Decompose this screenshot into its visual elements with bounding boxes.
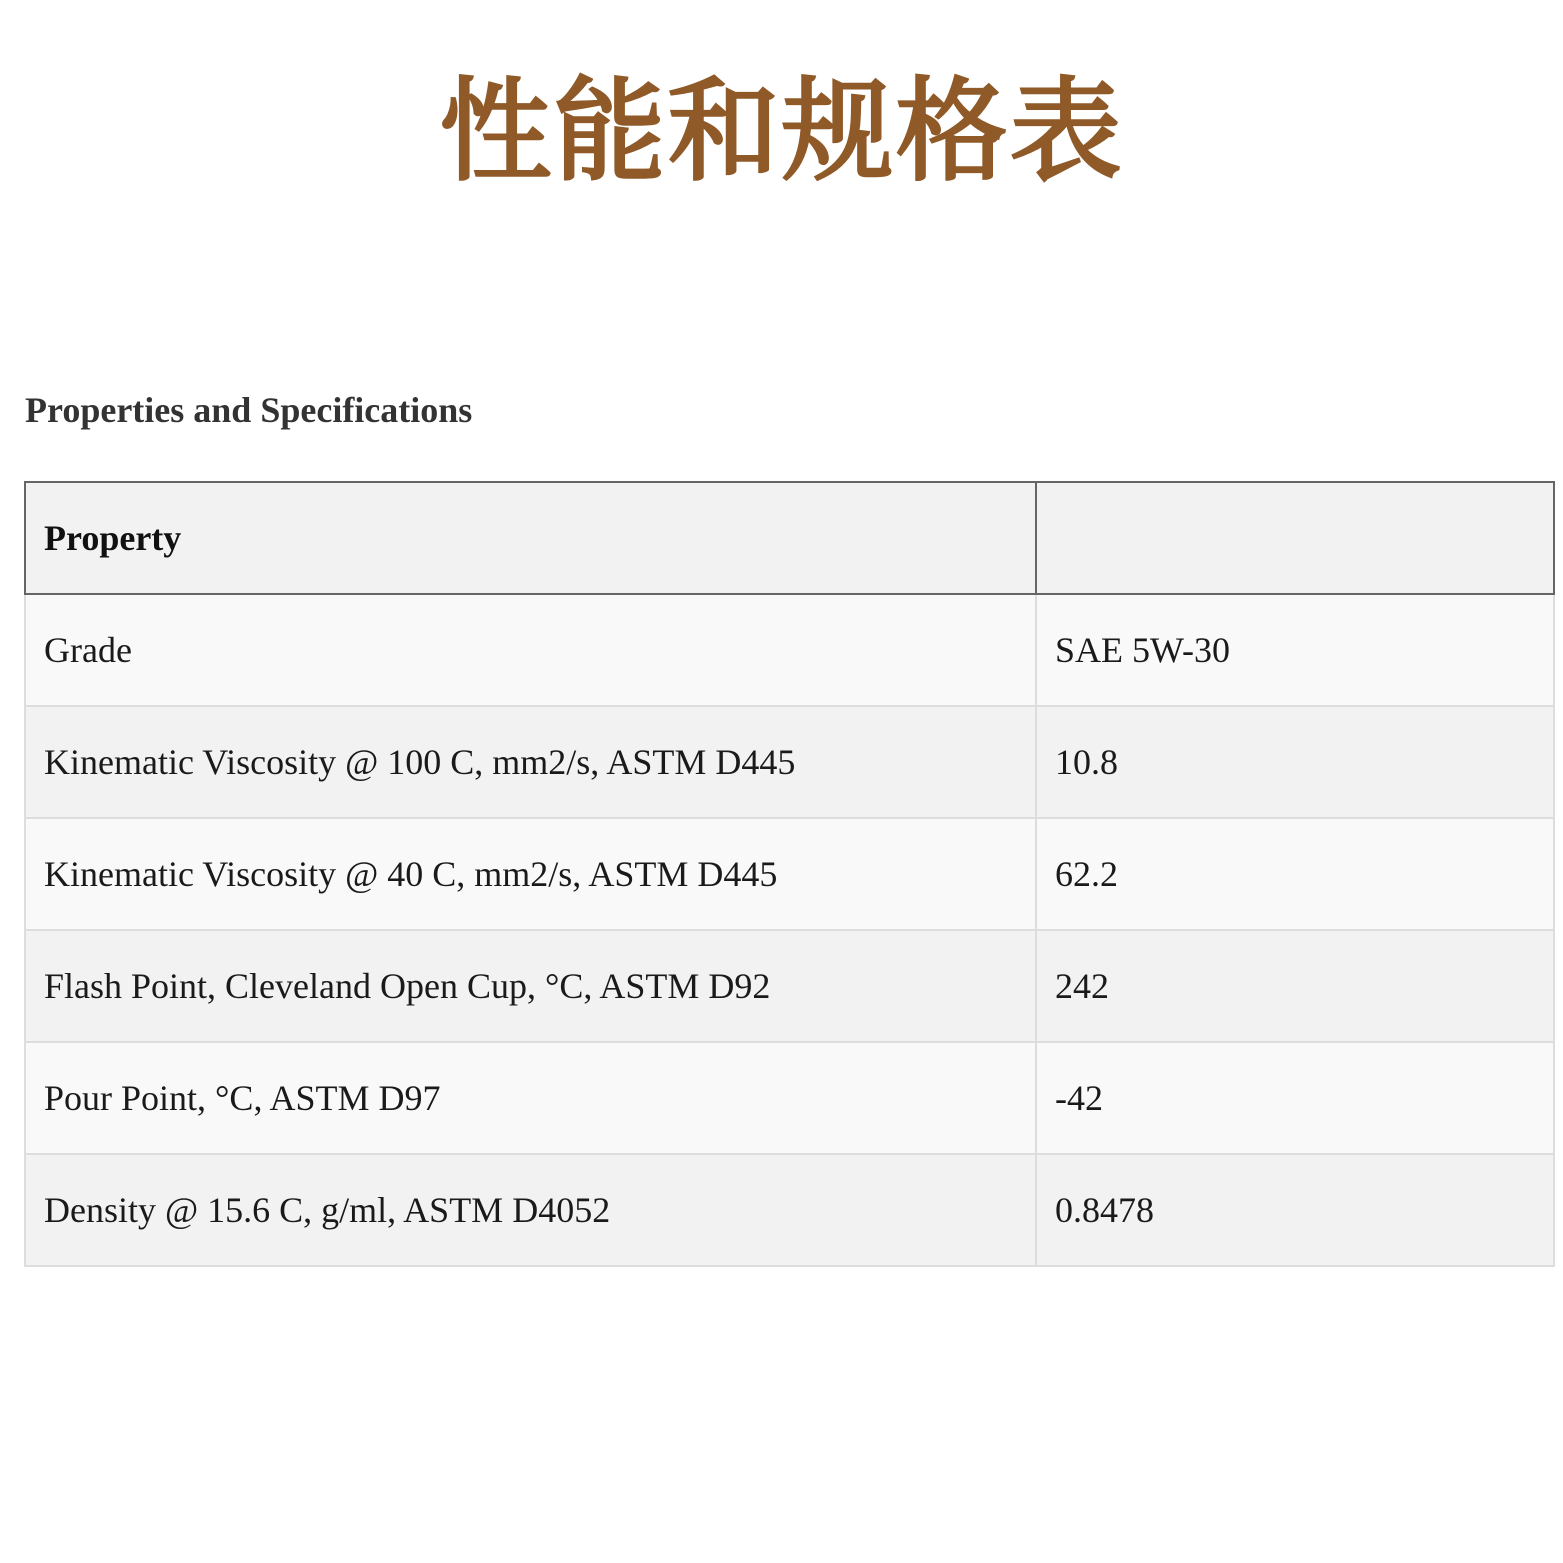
value-cell: 10.8 [1036, 706, 1554, 818]
property-cell: Kinematic Viscosity @ 100 C, mm2/s, ASTM D445 [25, 706, 1036, 818]
table-row [25, 1154, 1554, 1266]
table-row [25, 1042, 1554, 1154]
property-cell: Flash Point, Cleveland Open Cup, °C, ASTM D92 [25, 930, 1036, 1042]
page-title: 性能和规格表 [439, 67, 1124, 197]
property-cell: Pour Point, °C, ASTM D97 [25, 1042, 1036, 1154]
header-cell-property: Property [25, 482, 1036, 594]
header-row [25, 482, 1554, 594]
property-cell: Density @ 15.6 C, g/ml, ASTM D4052 [25, 1154, 1036, 1266]
value-cell: -42 [1036, 1042, 1554, 1154]
table-row [25, 930, 1554, 1042]
header-cell-value [1036, 482, 1554, 594]
value-cell: SAE 5W-30 [1036, 594, 1554, 706]
spec-table [24, 481, 1555, 1267]
value-cell: 62.2 [1036, 818, 1554, 930]
table-row [25, 818, 1554, 930]
value-cell: 0.8478 [1036, 1154, 1554, 1266]
table-row [25, 706, 1554, 818]
section-heading: Properties and Specifications [25, 390, 473, 430]
property-cell: Grade [25, 594, 1036, 706]
table-body [25, 594, 1554, 1266]
table-header [25, 482, 1554, 594]
table-row [25, 594, 1554, 706]
value-cell: 242 [1036, 930, 1554, 1042]
property-cell: Kinematic Viscosity @ 40 C, mm2/s, ASTM D445 [25, 818, 1036, 930]
